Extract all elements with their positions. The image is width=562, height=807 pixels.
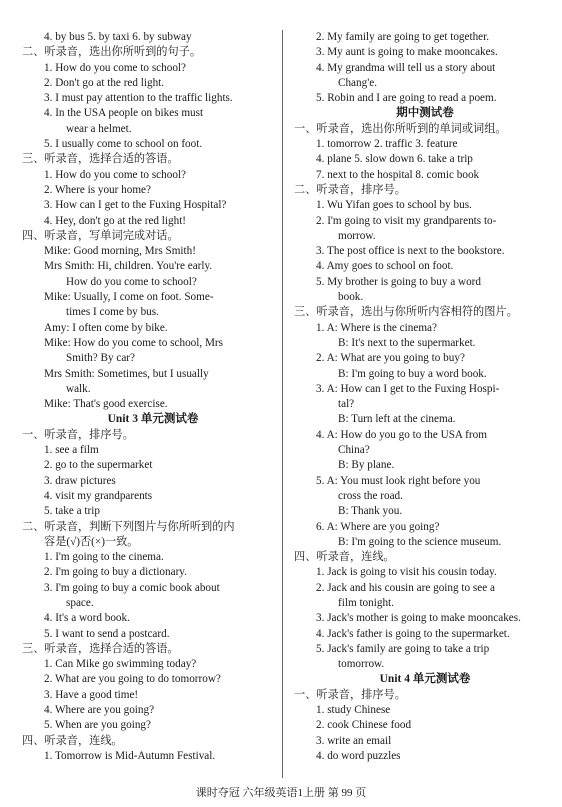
text-line: morrow.	[338, 229, 376, 242]
text-line: 4. plane 5. slow down 6. take a trip	[316, 153, 473, 166]
text-line: 一、听录音，排序号。	[294, 688, 406, 701]
text-line: 4. by bus 5. by taxi 6. by subway	[44, 31, 192, 43]
text-line: 2. Where is your home?	[44, 183, 151, 196]
text-line: 4. It's a word book.	[44, 612, 130, 625]
text-line: 2. A: What are you going to buy?	[316, 352, 465, 365]
text-line: Chang'e.	[338, 76, 377, 89]
text-line: Amy: I often come by bike.	[44, 321, 168, 334]
text-line: 四、听录音，写单词完成对话。	[22, 229, 179, 242]
text-line: 二、听录音，排序号。	[294, 183, 406, 196]
text-line: How do you come to school?	[66, 275, 197, 288]
text-line: tal?	[338, 398, 355, 411]
text-line: 四、听录音，连线。	[22, 734, 123, 747]
text-line: 1. Tomorrow is Mid-Autumn Festival.	[44, 749, 216, 762]
text-line: B: By plane.	[338, 459, 395, 472]
text-line: 5. take a trip	[44, 505, 100, 518]
text-line: 1. Wu Yifan goes to school by bus.	[316, 199, 472, 212]
text-line: 3. The post office is next to the bookstore.	[316, 245, 505, 258]
text-line: 5. When are you going?	[44, 719, 151, 732]
text-line: 5. My brother is going to buy a word	[316, 275, 481, 288]
text-line: 4. Jack's father is going to the supermarket.	[316, 627, 510, 640]
text-line: 1. I'm going to the cinema.	[44, 551, 164, 564]
text-line: 5. I want to send a postcard.	[44, 627, 170, 640]
text-line: walk.	[66, 382, 91, 395]
text-line: 1. Jack is going to visit his cousin today.	[316, 566, 497, 579]
text-line: 一、听录音，排序号。	[22, 428, 134, 441]
text-line: 4. Hey, don't go at the red light!	[44, 214, 187, 227]
right-column	[294, 30, 556, 764]
text-line: 1. How do you come to school?	[44, 61, 186, 74]
text-line: 一、听录音，选出你所听到的单词或词组。	[294, 122, 507, 135]
section-heading: Unit 3 单元测试卷	[107, 413, 199, 426]
text-line: 3. My aunt is going to make mooncakes.	[316, 46, 498, 59]
text-line: B: Thank you.	[338, 505, 403, 518]
text-line: B: It's next to the supermarket.	[338, 336, 476, 349]
page-footer: 课时夺冠 六年级英语1上册 第 99 页	[195, 787, 367, 799]
text-line: 四、听录音，连线。	[294, 551, 395, 564]
text-line: B: Turn left at the cinema.	[338, 413, 456, 426]
section-heading: 期中测试卷	[396, 107, 454, 120]
text-line: film tonight.	[338, 596, 394, 609]
text-line: 3. Jack's mother is going to make mooncakes.	[316, 612, 521, 625]
text-line: wear a helmet.	[66, 122, 132, 135]
text-line: 1. see a film	[44, 444, 99, 457]
text-line: 1. Can Mike go swimming today?	[44, 658, 197, 671]
text-line: 4. Amy goes to school on foot.	[316, 260, 454, 273]
text-line: Mrs Smith: Sometimes, but I usually	[44, 367, 209, 380]
text-line: Mike: That's good exercise.	[44, 398, 168, 411]
section-heading: Unit 4 单元测试卷	[379, 673, 471, 686]
text-line: 3. I'm going to buy a comic book about	[44, 581, 220, 594]
text-line: cross the road.	[338, 489, 403, 502]
text-line: 1. How do you come to school?	[44, 168, 186, 181]
text-line: 3. draw pictures	[44, 474, 116, 487]
text-line: 6. A: Where are you going?	[316, 520, 440, 533]
text-line: China?	[338, 444, 370, 457]
text-line: B: I'm going to buy a word book.	[338, 367, 487, 380]
text-line: 2. cook Chinese food	[316, 719, 412, 732]
text-line: 7. next to the hospital 8. comic book	[316, 168, 480, 181]
text-line: 5. I usually come to school on foot.	[44, 138, 203, 151]
column-divider	[282, 30, 283, 778]
text-line: 2. What are you going to do tomorrow?	[44, 673, 221, 686]
text-line: 4. A: How do you go to the USA from	[316, 428, 487, 441]
text-line: 二、听录音，选出你所听到的句子。	[22, 46, 202, 59]
text-line: 1. A: Where is the cinema?	[316, 321, 437, 334]
text-line: 1. tomorrow 2. traffic 3. feature	[316, 138, 458, 151]
text-line: Mike: Good morning, Mrs Smith!	[44, 245, 196, 258]
text-line: 2. I'm going to buy a dictionary.	[44, 566, 187, 579]
text-line: 三、听录音，选择合适的答语。	[22, 153, 179, 166]
text-line: tomorrow.	[338, 658, 385, 671]
text-line: Smith? By car?	[66, 352, 135, 365]
text-line: Mike: Usually, I come on foot. Some-	[44, 291, 214, 304]
text-line: 4. My grandma will tell us a story about	[316, 61, 496, 74]
text-line: 5. A: You must look right before you	[316, 474, 481, 487]
text-line: 4. In the USA people on bikes must	[44, 107, 204, 120]
text-line: 3. Have a good time!	[44, 688, 139, 701]
text-line: 2. My family are going to get together.	[316, 31, 490, 43]
text-line: 2. Don't go at the red light.	[44, 76, 165, 89]
text-line: 4. Where are you going?	[44, 704, 155, 717]
text-line: 三、听录音，选择合适的答语。	[22, 642, 179, 655]
text-line: 4. do word puzzles	[316, 749, 401, 762]
text-line: 2. go to the supermarket	[44, 459, 153, 472]
text-line: 5. Robin and I are going to read a poem.	[316, 92, 497, 105]
text-line: 容是(√)否(×)一致。	[44, 535, 139, 548]
text-line: 3. I must pay attention to the traffic lights.	[44, 92, 233, 105]
text-line: book.	[338, 291, 364, 304]
text-line: B: I'm going to the science museum.	[338, 535, 502, 548]
text-line: Mike: How do you come to school, Mrs	[44, 336, 223, 349]
text-line: 二、听录音，判断下列图片与你所听到的内	[22, 520, 235, 533]
text-line: times I come by bus.	[66, 306, 159, 319]
text-line: 2. Jack and his cousin are going to see a	[316, 581, 495, 594]
text-line: 3. A: How can I get to the Fuxing Hospi-	[316, 382, 500, 395]
text-line: 3. How can I get to the Fuxing Hospital?	[44, 199, 227, 212]
text-line: 三、听录音，选出与你所听内容相符的图片。	[294, 306, 518, 319]
text-line: 5. Jack's family are going to take a trip	[316, 642, 490, 655]
text-line: space.	[66, 596, 94, 609]
text-line: 2. I'm going to visit my grandparents to-	[316, 214, 497, 227]
left-column	[22, 30, 284, 764]
text-line: 3. write an email	[316, 734, 392, 747]
text-line: 1. study Chinese	[316, 704, 391, 717]
text-line: Mrs Smith: Hi, children. You're early.	[44, 260, 213, 273]
text-line: 4. visit my grandparents	[44, 489, 153, 502]
